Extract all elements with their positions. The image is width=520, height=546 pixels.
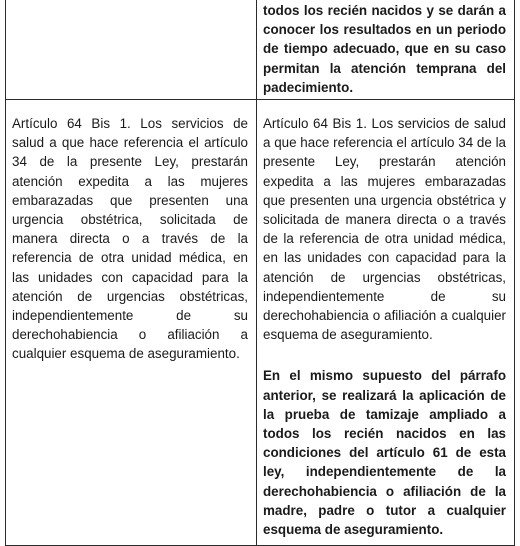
table-row <box>6 100 515 546</box>
table-cell-right-top <box>257 0 515 100</box>
cell-content <box>6 100 256 364</box>
table-cell-left-main <box>6 100 257 546</box>
right-added-bold-text: En el mismo supuesto del párrafo anterior, se realizará la aplicación de la prueba de tamizaje ampliado a todos los recién nacidos en las condiciones del artículo 61 de esta ley, independientemente de la derechohabiencia o afiliación de la madre, padre o tutor a cualquier esquema de aseguramiento. <box>263 368 506 538</box>
left-article-text: Artículo 64 Bis 1. Los servicios de salud a que hace referencia el artículo 34 de la presente Ley, prestarán atención expedita a las mujeres embarazadas que presenten una urgencia obstétrica, solicitada de manera directa o a través de la referencia de otra unidad médica, en las unidades con capacidad para la atención de urgencias obstétricas, independientemente de su derechohabiencia o afiliación a cualquier esquema de aseguramiento. <box>12 116 248 362</box>
cell-content <box>257 0 514 97</box>
comparison-table <box>5 0 515 546</box>
table-cell-right-main <box>257 100 515 546</box>
cell-content <box>257 100 514 539</box>
table-row <box>6 0 515 100</box>
table-cell-left-top <box>6 0 257 100</box>
right-top-bold-text: todos los recién nacidos y se darán a conocer los resultados en un periodo de tiempo adecuado, que en su caso permitan la atención temprana del padecimiento. <box>263 3 506 95</box>
right-article-text: Artículo 64 Bis 1. Los servicios de salud a que hace referencia el artículo 34 de la presente Ley, prestarán atención expedita a las mujeres embarazadas que presenten una urgencia obstétrica y solicitada de manera directa o a través de la referencia de otra unidad médica, en las unidades con capacidad para la atención de urgencias obstétricas, independientemente de su derechohabiencia o afiliación a cualquier esquema de aseguramiento. <box>263 116 506 343</box>
paragraph-spacer <box>263 344 506 366</box>
